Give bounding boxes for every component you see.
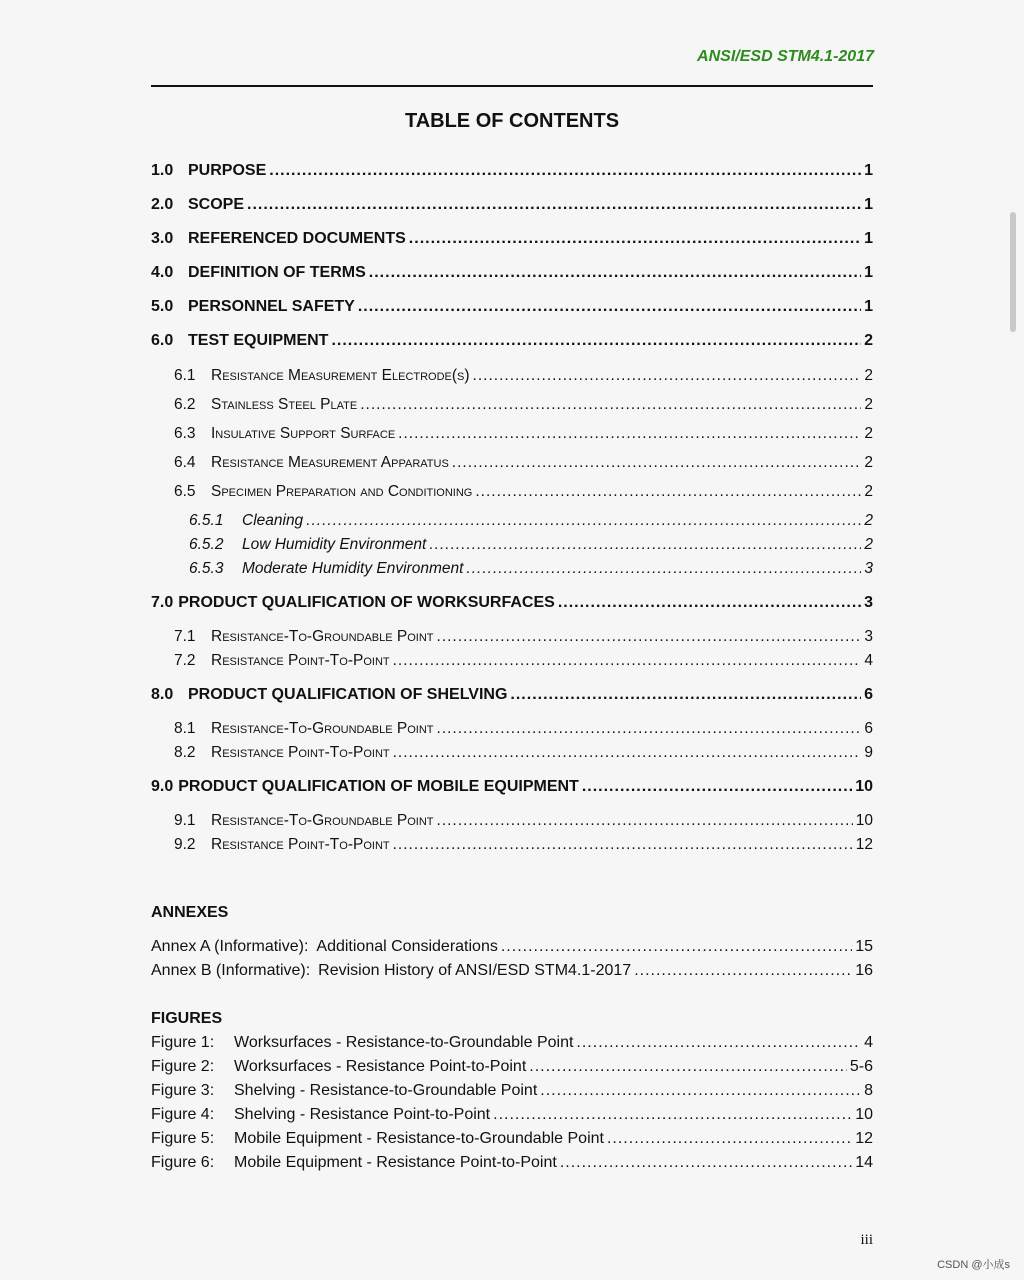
toc-label: Resistance Point-To-Point (211, 836, 390, 853)
toc-entry-7-0[interactable] (151, 594, 873, 612)
figure-page: 4 (864, 1034, 873, 1051)
figure-label: Mobile Equipment - Resistance-to-Groundable Point (234, 1130, 604, 1147)
toc-number: 4.0 (151, 264, 174, 281)
toc-entry-4-0[interactable] (151, 264, 873, 282)
toc-leader (510, 686, 861, 704)
toc-entry-2-0[interactable] (151, 196, 873, 214)
toc-page: 2 (864, 536, 873, 553)
toc-leader (634, 962, 852, 980)
toc-entry-6-4[interactable] (174, 454, 873, 472)
toc-leader (607, 1130, 852, 1148)
toc-label: PRODUCT QUALIFICATION OF MOBILE EQUIPMENT (178, 778, 579, 795)
toc-entry-6-3[interactable] (174, 425, 873, 443)
toc-number: 2.0 (151, 196, 174, 213)
toc-page: 1 (864, 162, 873, 179)
toc-number: 7.1 (174, 628, 196, 645)
toc-page: 2 (864, 367, 873, 384)
figure-label: Worksurfaces - Resistance-to-Groundable Point (234, 1034, 574, 1051)
toc-leader (269, 162, 861, 180)
toc-leader (560, 1154, 852, 1172)
toc-leader (558, 594, 861, 612)
toc-leader (360, 396, 861, 414)
toc-label: Cleaning (242, 512, 304, 529)
toc-leader (358, 298, 861, 316)
toc-number: 6.5.2 (189, 536, 224, 553)
toc-number: 5.0 (151, 298, 174, 315)
toc-number: 9.2 (174, 836, 196, 853)
toc-leader (501, 938, 852, 956)
toc-label: Low Humidity Environment (242, 536, 427, 553)
toc-page: 2 (864, 512, 873, 529)
toc-leader (369, 264, 861, 282)
annexes-heading: ANNEXES (151, 904, 229, 921)
annex-label: Revision History of ANSI/ESD STM4.1-2017 (318, 962, 632, 979)
toc-label: Specimen Preparation and Conditioning (211, 483, 473, 500)
toc-entry-9-0[interactable] (151, 778, 873, 796)
toc-page: 9 (864, 744, 873, 761)
page-number: iii (860, 1232, 873, 1248)
toc-entry-6-2[interactable] (174, 396, 873, 414)
toc-page: 2 (864, 332, 873, 349)
toc-page: 2 (864, 425, 873, 442)
toc-entry-3-0[interactable] (151, 230, 873, 248)
watermark: CSDN @小成s (937, 1259, 1010, 1271)
toc-entry-6-0[interactable] (151, 332, 873, 350)
figure-entry-2[interactable] (151, 1058, 873, 1076)
toc-number: 6.5.1 (189, 512, 224, 529)
toc-page: 3 (864, 560, 873, 577)
toc-page: 6 (864, 720, 873, 737)
figure-entry-1[interactable] (151, 1034, 873, 1052)
annex-page: 15 (855, 938, 873, 955)
toc-label: Resistance-To-Groundable Point (211, 720, 434, 737)
figure-entry-6[interactable] (151, 1154, 873, 1172)
toc-entry-6-5-1[interactable] (189, 512, 873, 530)
toc-label: Moderate Humidity Environment (242, 560, 464, 577)
toc-leader (393, 744, 862, 762)
toc-leader (398, 425, 861, 443)
toc-label: PERSONNEL SAFETY (188, 298, 355, 315)
header-rule (151, 85, 873, 87)
toc-leader (437, 720, 862, 738)
figure-page: 5-6 (849, 1058, 873, 1075)
toc-entry-6-5-2[interactable] (189, 536, 873, 554)
toc-label: Stainless Steel Plate (211, 396, 358, 413)
toc-number: 6.1 (174, 367, 196, 384)
toc-label: TEST EQUIPMENT (188, 332, 329, 349)
vertical-scrollbar[interactable] (1010, 212, 1016, 332)
toc-leader (393, 652, 862, 670)
toc-label: Insulative Support Surface (211, 425, 396, 442)
annex-entry-a[interactable] (151, 938, 873, 956)
toc-entry-7-1[interactable] (174, 628, 873, 646)
toc-entry-9-2[interactable] (174, 836, 873, 854)
toc-label: REFERENCED DOCUMENTS (188, 230, 406, 247)
toc-page: 2 (864, 396, 873, 413)
toc-number: 8.2 (174, 744, 196, 761)
toc-page: 10 (855, 778, 873, 795)
toc-number: 6.4 (174, 454, 196, 471)
toc-number: 9.0 (151, 778, 174, 795)
toc-leader (393, 836, 853, 854)
toc-page: 4 (864, 652, 873, 669)
figure-page: 12 (855, 1130, 873, 1147)
toc-number: 6.2 (174, 396, 196, 413)
toc-page: 1 (864, 264, 873, 281)
toc-entry-8-2[interactable] (174, 744, 873, 762)
toc-number: 6.5.3 (189, 560, 224, 577)
toc-page: 2 (864, 483, 873, 500)
document-id: ANSI/ESD STM4.1-2017 (697, 48, 874, 65)
toc-leader (473, 367, 862, 385)
toc-page: 6 (864, 686, 873, 703)
toc-page: 1 (864, 230, 873, 247)
figure-page: 8 (864, 1082, 873, 1099)
figure-number: Figure 4: (151, 1106, 215, 1123)
figure-entry-5[interactable] (151, 1130, 873, 1148)
figure-number: Figure 6: (151, 1154, 215, 1171)
toc-page: 3 (864, 594, 873, 611)
toc-leader (437, 812, 853, 830)
toc-entry-1-0[interactable] (151, 162, 873, 180)
toc-label: PRODUCT QUALIFICATION OF WORKSURFACES (178, 594, 555, 611)
toc-entry-9-1[interactable] (174, 812, 873, 830)
figure-page: 14 (855, 1154, 873, 1171)
toc-number: 8.1 (174, 720, 196, 737)
toc-leader (331, 332, 861, 350)
toc-number: 6.3 (174, 425, 196, 442)
toc-page: 2 (864, 454, 873, 471)
toc-leader (576, 1034, 861, 1052)
toc-label: Resistance Point-To-Point (211, 744, 390, 761)
annex-page: 16 (855, 962, 873, 979)
figures-heading: FIGURES (151, 1010, 223, 1027)
toc-number: 7.0 (151, 594, 174, 611)
toc-page: 12 (855, 836, 873, 853)
annex-entry-b[interactable] (151, 962, 873, 980)
toc-number: 1.0 (151, 162, 174, 179)
toc-label: PRODUCT QUALIFICATION OF SHELVING (188, 686, 508, 703)
toc-leader (475, 483, 861, 501)
toc-leader (493, 1106, 852, 1124)
toc-leader (582, 778, 852, 796)
toc-page: 3 (864, 628, 873, 645)
toc-entry-6-5[interactable] (174, 483, 873, 501)
figure-label: Shelving - Resistance Point-to-Point (234, 1106, 491, 1123)
toc-leader (466, 560, 861, 578)
annex-label: Additional Considerations (316, 938, 498, 955)
toc-leader (247, 196, 861, 214)
toc-number: 6.0 (151, 332, 174, 349)
toc-page: 1 (864, 196, 873, 213)
figure-label: Shelving - Resistance-to-Groundable Point (234, 1082, 538, 1099)
toc-label: Resistance-To-Groundable Point (211, 812, 434, 829)
toc-entry-5-0[interactable] (151, 298, 873, 316)
toc-label: SCOPE (188, 196, 245, 213)
toc-label: Resistance Measurement Electrode(s) (211, 367, 470, 384)
toc-leader (529, 1058, 847, 1076)
toc-leader (437, 628, 862, 646)
figure-label: Mobile Equipment - Resistance Point-to-Point (234, 1154, 557, 1171)
figure-entry-3[interactable] (151, 1082, 873, 1100)
toc-leader (452, 454, 862, 472)
toc-number: 8.0 (151, 686, 174, 703)
toc-page: 1 (864, 298, 873, 315)
figure-number: Figure 2: (151, 1058, 215, 1075)
toc-number: 6.5 (174, 483, 196, 500)
annex-number: Annex A (Informative): (151, 938, 309, 955)
toc-leader (306, 512, 861, 530)
toc-number: 3.0 (151, 230, 174, 247)
toc-label: Resistance Point-To-Point (211, 652, 390, 669)
figure-entry-4[interactable] (151, 1106, 873, 1124)
toc-label: DEFINITION OF TERMS (188, 264, 366, 281)
toc-leader (429, 536, 861, 554)
annex-number: Annex B (Informative): (151, 962, 311, 979)
toc-leader (409, 230, 861, 248)
toc-label: Resistance-To-Groundable Point (211, 628, 434, 645)
toc-page: 10 (855, 812, 873, 829)
toc-leader (540, 1082, 861, 1100)
page-title: TABLE OF CONTENTS (404, 110, 620, 132)
figure-number: Figure 5: (151, 1130, 215, 1147)
toc-entry-6-1[interactable] (174, 367, 873, 385)
toc-entry-8-0[interactable] (151, 686, 873, 704)
figure-page: 10 (855, 1106, 873, 1123)
toc-entry-8-1[interactable] (174, 720, 873, 738)
toc-label: Resistance Measurement Apparatus (211, 454, 449, 471)
toc-number: 7.2 (174, 652, 196, 669)
figure-label: Worksurfaces - Resistance Point-to-Point (234, 1058, 527, 1075)
figure-number: Figure 1: (151, 1034, 215, 1051)
toc-number: 9.1 (174, 812, 196, 829)
toc-entry-7-2[interactable] (174, 652, 873, 670)
toc-label: PURPOSE (188, 162, 267, 179)
toc-entry-6-5-3[interactable] (189, 560, 873, 578)
figure-number: Figure 3: (151, 1082, 215, 1099)
